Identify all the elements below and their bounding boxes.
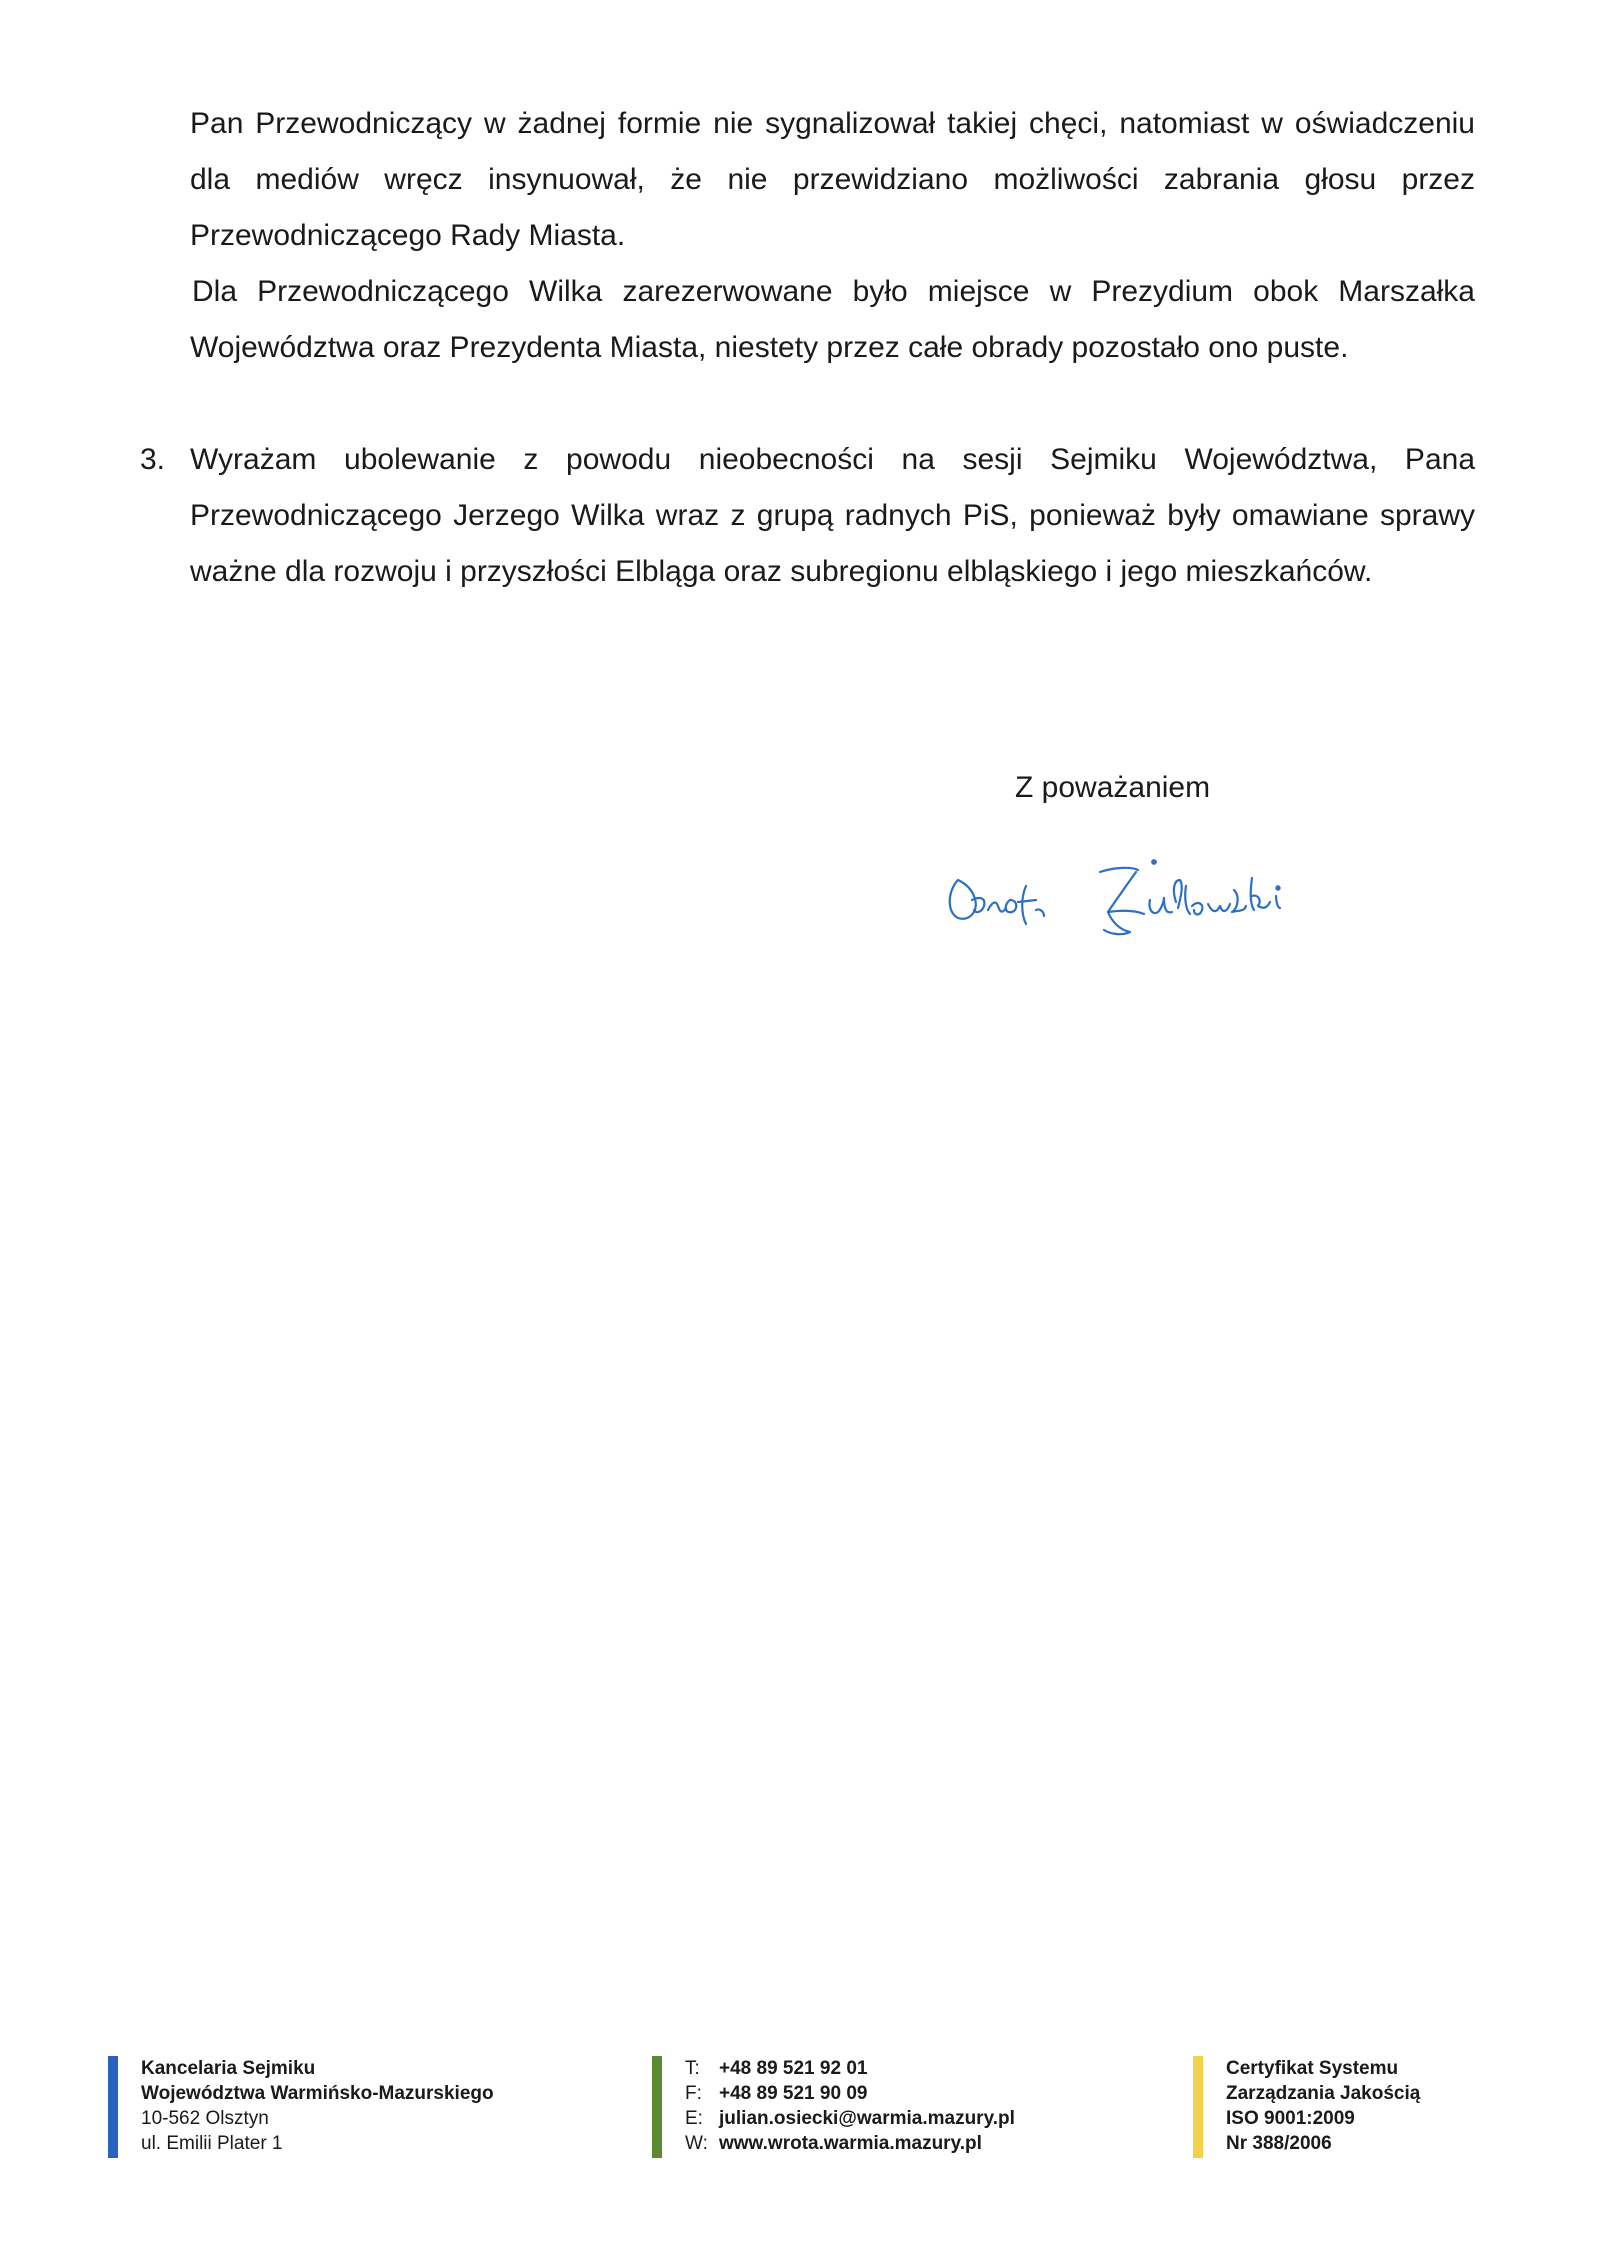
footer-email-row: [685, 2106, 1015, 2131]
list-item-number: 3.: [140, 443, 166, 476]
footer-accent-bar-yellow: [1193, 2056, 1203, 2158]
footer-accent-bar-blue: [108, 2056, 118, 2158]
phone-number: +48 89 521 92 01: [719, 2058, 868, 2079]
letter-paragraph: Dla Przewodniczącego Wilka zarezerwowane było miejsce w Prezydium obok Marszałka Województwa oraz Prezydenta Miasta, niestety przez całe obrady pozostało ono puste.: [190, 275, 1475, 364]
fax-label: F:: [685, 2083, 702, 2104]
certificate-line: Zarządzania Jakością: [1226, 2083, 1421, 2104]
footer-office-postcode: 10-562 Olsztyn: [141, 2108, 269, 2129]
web-label: W:: [685, 2133, 708, 2154]
footer-web-row: [685, 2131, 1015, 2156]
fax-number: +48 89 521 90 09: [719, 2083, 868, 2104]
letter-footer: [0, 2056, 1600, 2166]
closing-salutation: Z poważaniem: [1015, 771, 1211, 804]
phone-label: T:: [685, 2058, 700, 2079]
certificate-line: Certyfikat Systemu: [1226, 2058, 1399, 2079]
footer-office-region: Województwa Warmińsko-Mazurskiego: [141, 2083, 494, 2104]
footer-accent-bar-green: [652, 2056, 662, 2158]
footer-phone-row: [685, 2056, 1015, 2081]
certificate-number: Nr 388/2006: [1226, 2133, 1332, 2154]
footer-office-street: ul. Emilii Plater 1: [141, 2133, 283, 2154]
list-item-text: Wyrażam ubolewanie z powodu nieobecności na sesji Sejmiku Województwa, Pana Przewodniczącego Jerzego Wilka wraz z grupą radnych PiS, ponieważ były omawiane sprawy ważne dla rozwoju i przyszłości Elbląga oraz subregionu elbląskiego i jego mieszkańców.: [190, 443, 1475, 588]
footer-office-name: Kancelaria Sejmiku: [141, 2058, 316, 2079]
footer-fax-row: [685, 2081, 1015, 2106]
email-address: julian.osiecki@warmia.mazury.pl: [719, 2108, 1015, 2129]
letter-paragraph: Pan Przewodniczący w żadnej formie nie sygnalizował takiej chęci, natomiast w oświadczeniu dla mediów wręcz insynuował, że nie przewidziano możliwości zabrania głosu przez Przewodniczącego Rady Miasta.: [190, 107, 1475, 252]
email-label: E:: [685, 2108, 703, 2129]
certificate-standard: ISO 9001:2009: [1226, 2108, 1355, 2129]
web-address: www.wrota.warmia.mazury.pl: [719, 2133, 982, 2154]
handwritten-signature: [940, 850, 1320, 960]
